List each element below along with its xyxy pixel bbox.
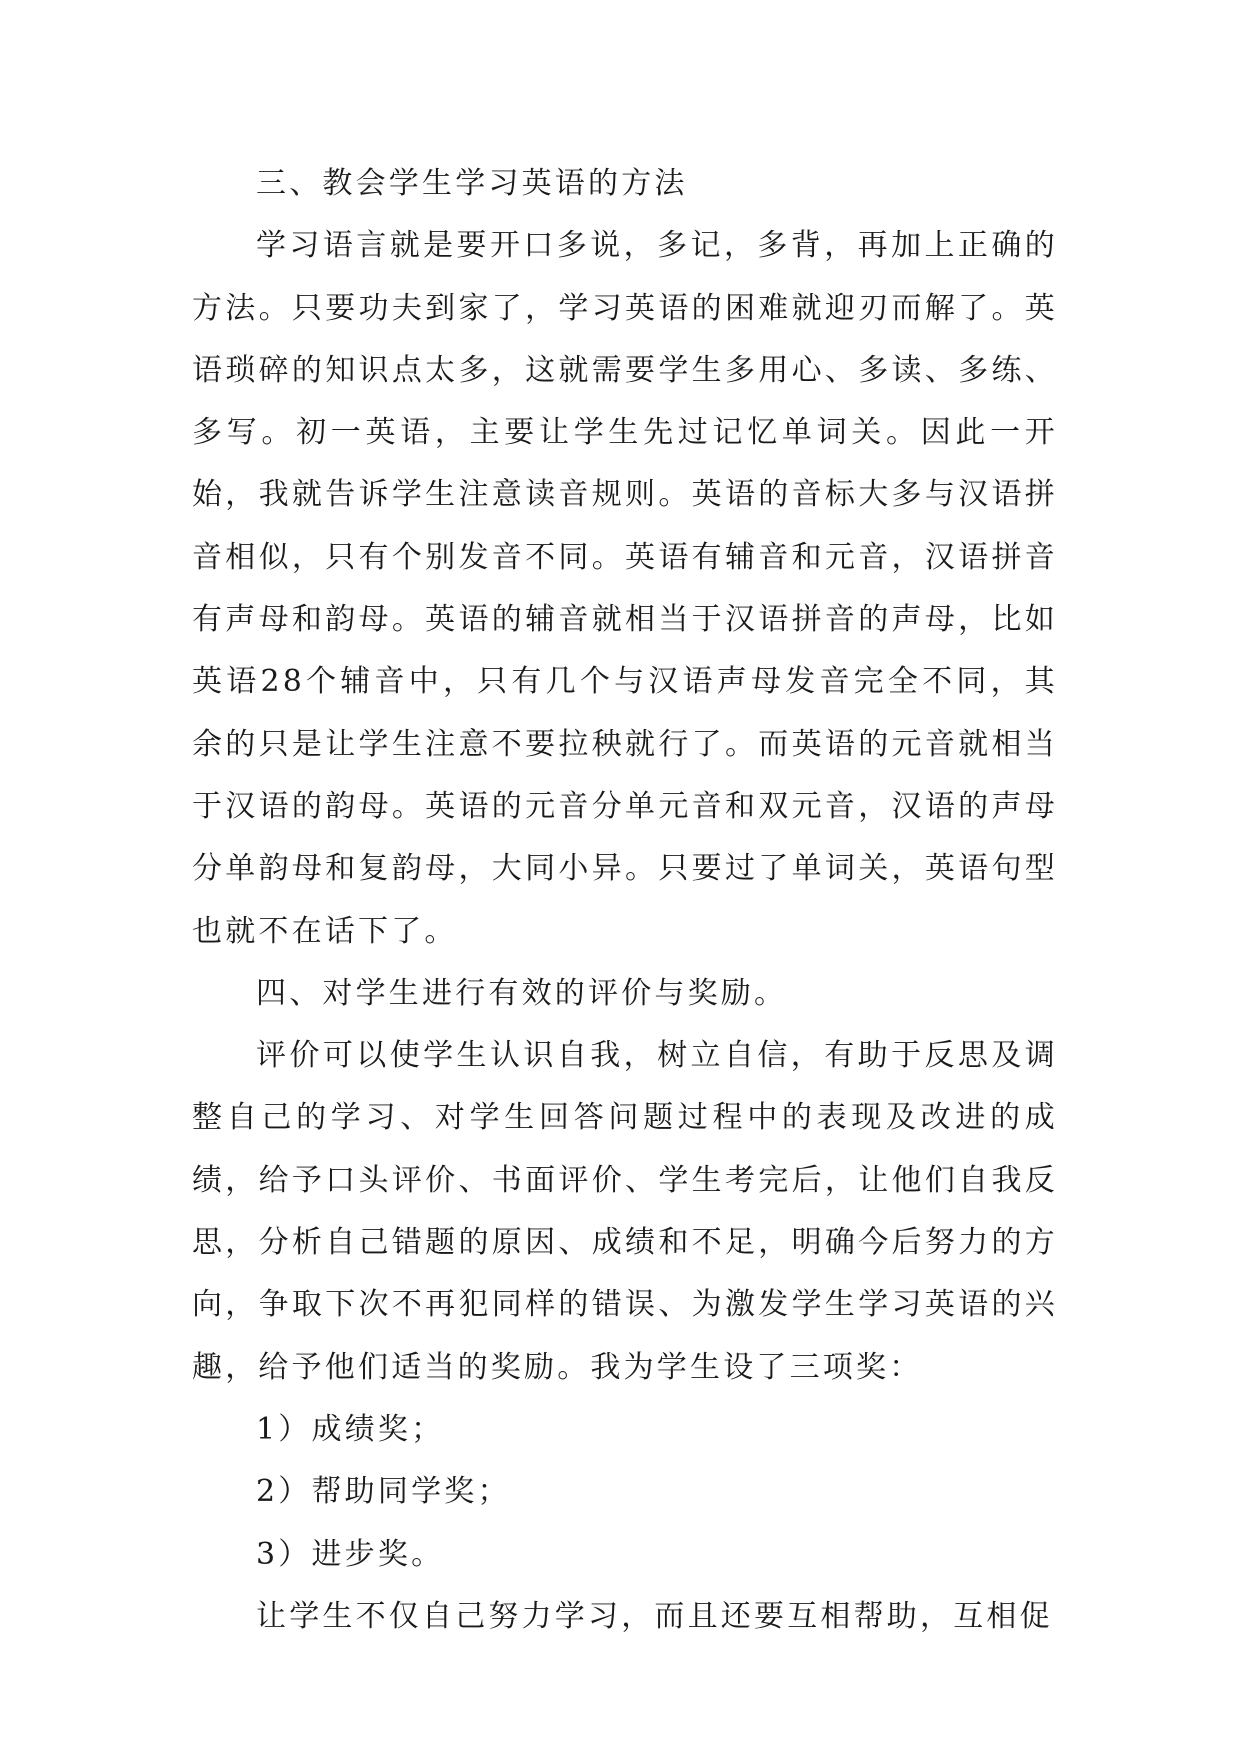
list-item-award-2: 2）帮助同学奖； — [256, 1474, 511, 1510]
list-item-award-1: 1）成绩奖； — [256, 1411, 445, 1447]
paragraph-evaluation: 评价可以使学生认识自我，树立自信，有助于反思及调整自己的学习、对学生回答问题过程中的表现及改进的成绩，给予口头评价、书面评价、学生考完后，让他们自我反思，分析自己错题的原因、成绩和不足，明确今后努力的方向，争取下次不再犯同样的错误、为激发学生学习英语的兴趣，给予他们适当的奖励。我为学生设了三项奖： — [192, 1038, 1058, 1385]
document-body — [192, 153, 1058, 1648]
section-heading-teaching-methods: 三、教会学生学习英语的方法 — [256, 166, 688, 201]
list-item-award-3: 3）进步奖。 — [256, 1536, 445, 1572]
paragraph-learning-methods: 学习语言就是要开口多说，多记，多背，再加上正确的方法。只要功夫到家了，学习英语的困难就迎刃而解了。英语琐碎的知识点太多，这就需要学生多用心、多读、多练、多写。初一英语，主要让学生先过记忆单词关。因此一开始，我就告诉学生注意读音规则。英语的音标大多与汉语拼音相似，只有个别发音不同。英语有辅音和元音，汉语拼音有声母和韵母。英语的辅音就相当于汉语拼音的声母，比如英语28个辅音中，只有几个与汉语声母发音完全不同，其余的只是让学生注意不要拉秧就行了。而英语的元音就相当于汉语的韵母。英语的元音分单元音和双元音，汉语的声母分单韵母和复韵母，大同小异。只要过了单词关，英语句型也就不在话下了。 — [192, 228, 1058, 949]
paragraph-mutual-help: 让学生不仅自己努力学习，而且还要互相帮助，互相促 — [256, 1598, 1053, 1634]
section-heading-evaluation-rewards: 四、对学生进行有效的评价与奖励。 — [256, 975, 788, 1011]
